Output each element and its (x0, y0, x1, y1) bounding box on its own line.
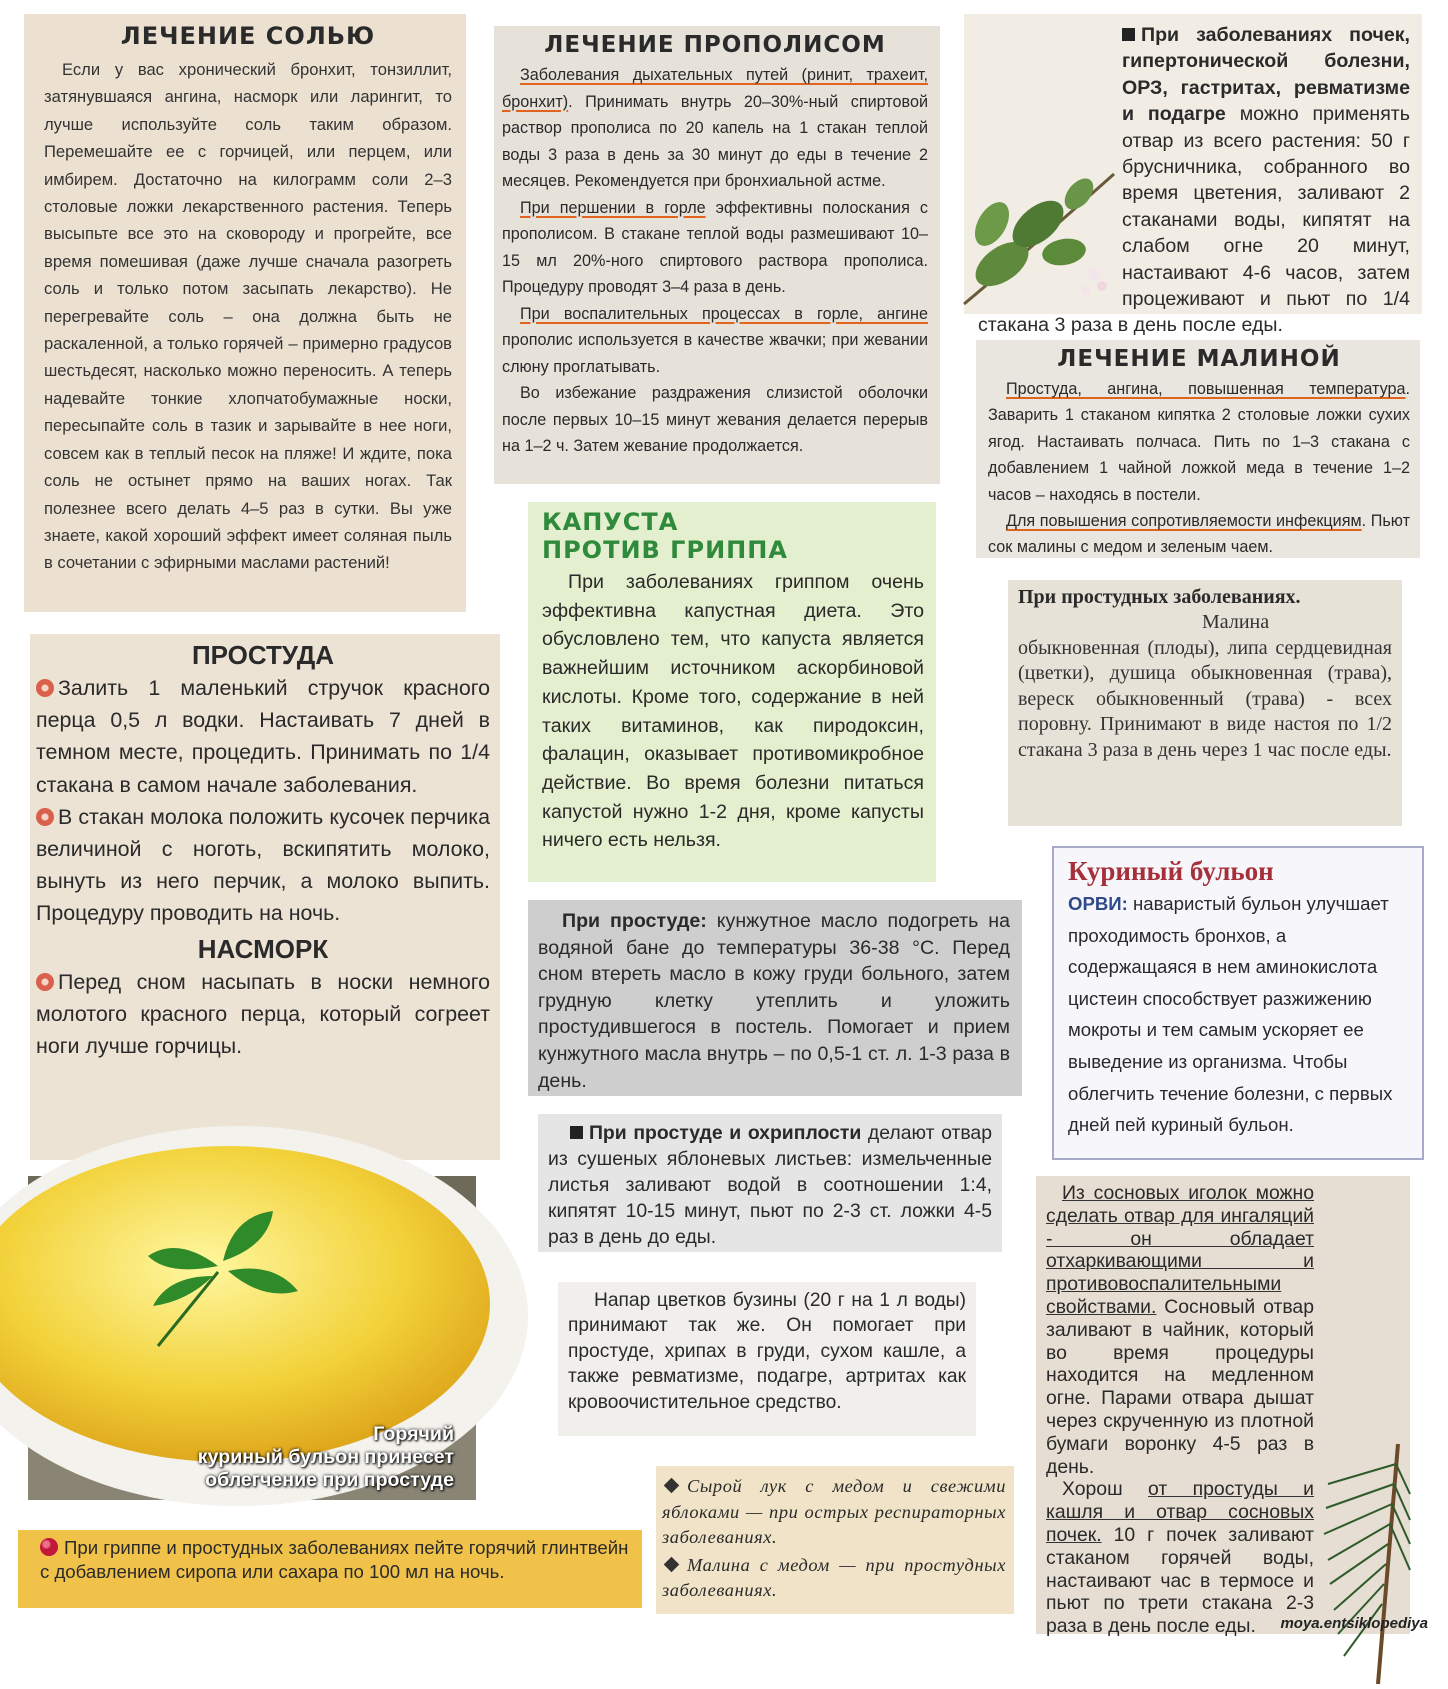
herbs-clipping (1008, 580, 1402, 826)
pine-needles-heading: Из сосновых иголок можно сделать отвар для ингаляций - он обладает отхаркивающими и противовоспалительными свойствами. (1046, 1182, 1314, 1318)
apple-leaves-text: При простуде и охриплости делают отвар из сушеных яблоневых листьев: измельченные листья заливают водой в соотношении 1:4, кипятят 10-15 минут, пьют по 2-3 ст. ложки 4-5 раз в день до еды. (548, 1122, 993, 1248)
herbs-text: Малина обыкновенная (плоды), липа сердцевидная (цветки), душица обыкновенная (трава), вереск обыкновенный (трава) - всех поровну. Принимают в виде настоя по 1/2 стакана 3 раза в день через 1 час после еды. (1018, 611, 1392, 761)
broth-photo-caption: Горячий куриный бульон принесет облегчение при простуде (197, 1423, 454, 1491)
flower-bullet-icon (36, 679, 54, 697)
cold-item-1: Залить 1 маленький стручок красного перца 0,5 л водки. Настаивать 7 дней в темном месте, процедить. Принимать по 1/4 стакана в самом начале заболевания. (36, 676, 490, 797)
raspberry-cold-heading: Простуда, ангина, повышенная температура (1006, 380, 1406, 398)
propolis-throat-heading: При першении в горле (520, 198, 706, 217)
salt-clipping (24, 14, 466, 612)
pine-branch-illustration (1318, 1444, 1410, 1684)
lingonberry-illustration (964, 154, 1114, 306)
broth-photo (28, 1176, 476, 1500)
salt-title: ЛЕЧЕНИЕ СОЛЬЮ (120, 22, 376, 50)
sesame-heading: При простуде: (562, 910, 707, 932)
cabbage-title: КАПУСТА ПРОТИВ ГРИППА (542, 508, 788, 564)
chicken-broth-text: ОРВИ: наваристый бульон улучшает проходимость бронхов, а содержащаяся в нем аминокислота цистеин способствует разжижению мокроты и тем самым ускоряет ее выведение из организма. Чтобы облегчить течение болезни, с первых дней пей куриный бульон. (1068, 893, 1393, 1136)
cold-title: ПРОСТУДА (191, 640, 335, 670)
propolis-clipping (494, 26, 940, 484)
propolis-para-2: При першении в горле эффективны полоскания с прополисом. В стакане теплой воды размешивают 10–15 мл 20%-ного спиртового раствора прополиса. Процедуру проводят 3–4 раза в день. (502, 198, 928, 296)
diamond-bullet-icon (664, 1478, 680, 1494)
sesame-text: При простуде: кунжутное масло подогреть на водяной бане до температуры 36-38 °С. Перед сном втереть масло в кожу груди больного, затем грудную клетку утеплить и уложить простудившегося в постель. Помогает и прием кунжутного масла внутрь – по 0,5-1 ст. л. 1-3 раза в день. (538, 910, 1010, 1092)
flower-bullet-icon (36, 973, 54, 991)
chicken-broth-clipping (1052, 846, 1424, 1160)
cabbage-clipping (528, 502, 936, 882)
bullet-square-icon (1122, 28, 1135, 41)
pine-para-1: Из сосновых иголок можно сделать отвар для ингаляций - он обладает отхаркивающими и противовоспалительными свойствами. Сосновый отвар заливают в чайник, который во время процедуры находится на медленном огне. Парами отвара дышат через скрученную из плотной бумаги воронку 4-5 раз в день. (1046, 1182, 1314, 1478)
chicken-broth-title: Куриный бульон (1068, 856, 1274, 886)
cabbage-text: При заболеваниях гриппом очень эффективна капустная диета. Это обусловлено тем, что капуста является важнейшим источником аскорбиновой кислоты. Кроме того, содержание в ней таких витаминов, как пиродоксин, фалацин, оказывает противомикробное действие. Во время болезни питаться капустой нужно 1-2 дня, кроме капусты ничего есть нельзя. (542, 571, 924, 852)
propolis-para-1: Заболевания дыхательных путей (ринит, трахеит, бронхит). Принимать внутрь 20–30%-ный спиртовой раствор прополиса по 20 капель на 1 стакан теплой воды 3 раза в день за 30 минут до еды в течение 2 месяцев. Рекомендуется при бронхиальной астме. (502, 66, 928, 190)
salt-text: Если у вас хронический бронхит, тонзиллит, затянувшаяся ангина, насморк или ларингит, то лучше используйте соль таким образом. Перемешайте ее с горчицей, или перцем, или имбирем. Достаточно на килограмм соли 2–3 столовые ложки лекарственного растения. Теперь высыпьте все это на сковороду и прогрейте, все время помешивая (даже лучше сначала разогреть соль и только потом засыпать лекарство). Не перегревайте соль – она должна быть не раскаленной, а только горячей – примерно градусов шестьдесят, насколько можно переносить. А теперь надевайте тонкие хлопчатобумажные носки, пересыпайте соль в тазик и зарывайте в нее ноги, совсем как в теплый песок на пляже! И ждите, пока соль не остынет прямо на ваших ногах. Так полезнее всего делать 4–5 раз в сутки. Вы уже знаете, какой хороший эффект имеет соляная пыль в сочетании с эфирными маслами растений! (44, 60, 452, 573)
orvi-label: ОРВИ: (1068, 893, 1128, 914)
berry-bullet-icon (40, 1538, 58, 1556)
apple-leaves-heading: При простуде и охриплости (589, 1122, 862, 1144)
raspberry-immunity-heading: Для повышения сопротивляемости инфекциям (1006, 512, 1362, 531)
sesame-clipping (528, 900, 1022, 1096)
raspberry-title: ЛЕЧЕНИЕ МАЛИНОЙ (1057, 346, 1341, 372)
onion-clipping (656, 1466, 1014, 1614)
herbs-title: При простудных заболеваниях. (1018, 586, 1301, 608)
pine-para-2: Хорош от простуды и кашля и отвар сосновых почек. 10 г почек заливают стаканом горячей воды, настаивают час в термосе и пьют по трети стакана 2-3 раза в день после еды. (1046, 1478, 1315, 1638)
propolis-title: ЛЕЧЕНИЕ ПРОПОЛИСОМ (544, 32, 886, 58)
flower-bullet-icon (36, 808, 54, 826)
cold-clipping (30, 634, 500, 1160)
elderflower-text: Напар цветков бузины (20 г на 1 л воды) принимают так же. Он помогает при простуде, хрипах в груди, сухом кашле, а также ревматизме, подагре, артритах как кровоочистительное средство. (568, 1290, 966, 1413)
onion-item-2: Малина с медом — при простудных заболеваниях. (662, 1554, 1006, 1601)
raspberry-clipping (976, 340, 1420, 558)
onion-item-1: Сырой лук с медом и свежими яблоками — при острых респираторных заболеваниях. (662, 1476, 1006, 1548)
apple-leaves-clipping (538, 1114, 1002, 1252)
cold-item-3: Перед сном насыпать в носки немного молотого красного перца, который согреет ноги лучше горчицы. (36, 969, 490, 1059)
pine-buds-heading: от простуды и кашля и отвар сосновых почек. (1046, 1478, 1315, 1546)
kidney-clipping (964, 14, 1422, 337)
diamond-bullet-icon (664, 1557, 680, 1573)
mulled-wine-clipping (18, 1530, 642, 1608)
kidney-heading: При заболеваниях почек, гипертонической болезни, ОРЗ, гастритах, ревматизме и подагре (1122, 24, 1410, 126)
pine-clipping (1036, 1176, 1410, 1638)
elderflower-clipping (558, 1282, 976, 1436)
propolis-para-3: При воспалительных процессах в горле, ангине прополис используется в качестве жвачки; при жевании слюну проглатывать. (502, 304, 928, 376)
raspberry-para-1: Простуда, ангина, повышенная температура. Заварить 1 стаканом кипятка 2 столовые ложки сухих ягод. Настаивать полчаса. Пить по 1–3 стакана с добавлением 1 чайной ложкой меда в течение 1–2 часов – находясь в постели. (988, 380, 1410, 504)
propolis-inflammation-heading: При воспалительных процессах в горле, ангине (520, 304, 928, 323)
kidney-text: При заболеваниях почек, гипертонической болезни, ОРЗ, гастритах, ревматизме и подагре можно применять отвар из всего растения: 50 г брусничника, собранного во время цветения, заливают 2 стаканами воды, кипятят на слабом огне 20 минут, настаивают 4-6 часов, затем процеживают и пьют по 1/4 стакана 3 раза в день после еды. (978, 24, 1410, 337)
watermark: moya.entsiklopediya (1280, 1615, 1428, 1632)
mulled-wine-text: При гриппе и простудных заболеваниях пейте горячий глинтвейн с добавлением сиропа или сахара по 100 мл на ночь. (40, 1537, 629, 1582)
runny-nose-title: НАСМОРК (197, 933, 329, 964)
raspberry-para-2: Для повышения сопротивляемости инфекциям. Пьют сок малины с медом и зеленым чаем. (988, 512, 1411, 557)
cold-item-2: В стакан молока положить кусочек перчика величиной с ноготь, вскипятить молоко, вынуть из него перчик, а молоко выпить. Процедуру проводить на ночь. (36, 804, 490, 926)
propolis-respiratory-heading: Заболевания дыхательных путей (ринит, трахеит, бронхит) (502, 66, 928, 111)
propolis-para-4: Во избежание раздражения слизистой оболочки после первых 10–15 минут жевания делается перерыв на 1–2 ч. Затем жевание продолжается. (502, 384, 928, 455)
bullet-square-icon (570, 1126, 583, 1139)
